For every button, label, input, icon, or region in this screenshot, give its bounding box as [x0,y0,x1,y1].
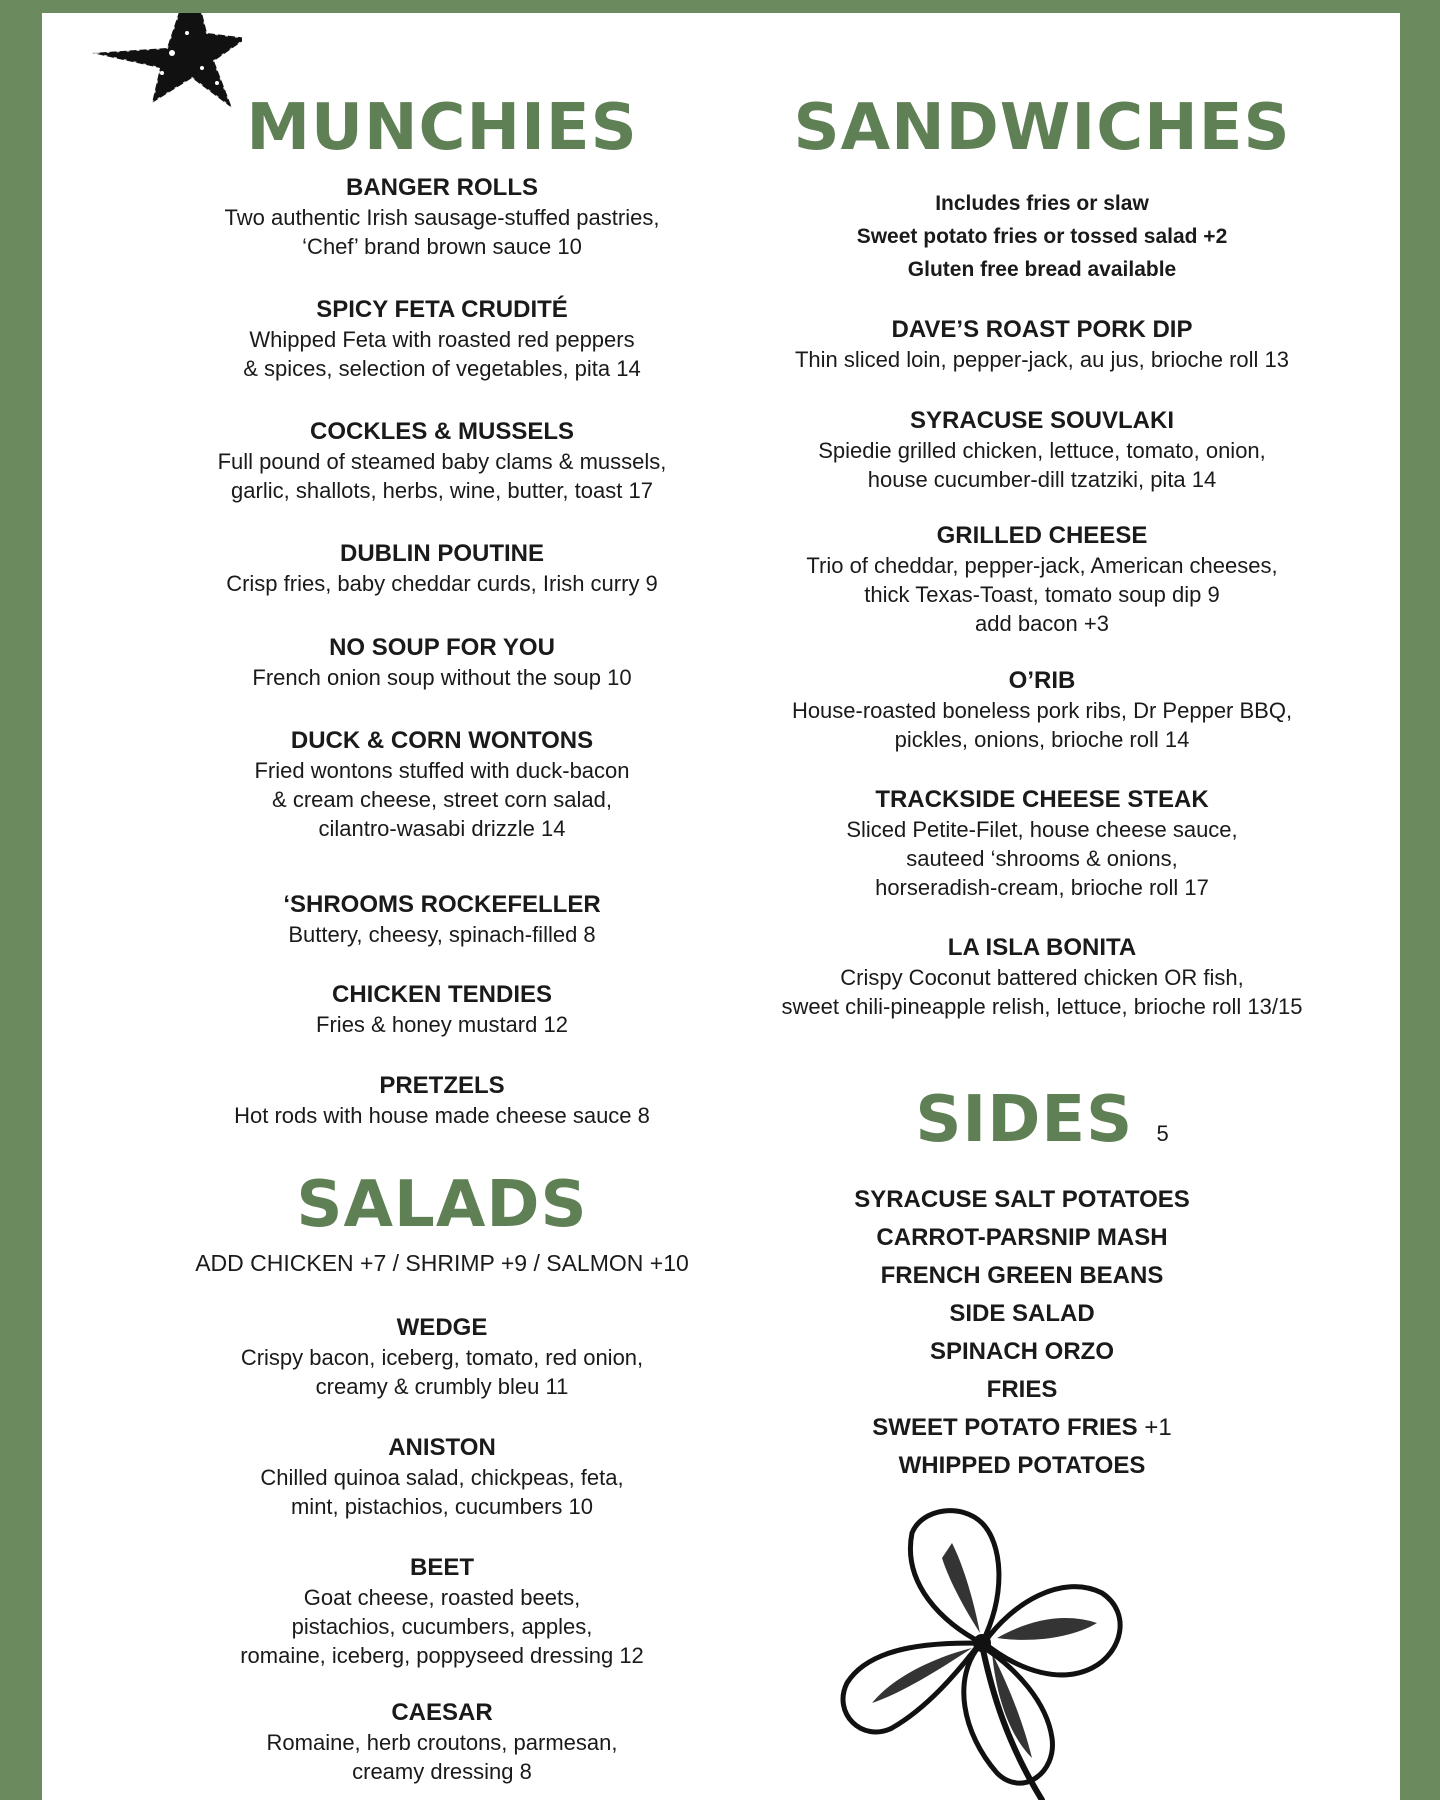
side-item [672,1219,1372,1257]
side-name: SPINACH ORZO [929,1338,1114,1365]
item-name: DUBLIN POUTINE [340,540,544,567]
side-item [672,1181,1372,1219]
salad-addons: ADD CHICKEN +7 / SHRIMP +9 / SALMON +10 [195,1250,689,1276]
munchies-title: MUNCHIES [246,91,638,165]
item-desc: Goat cheese, roasted beets, [303,1585,581,1610]
sides-list [672,1181,1372,1485]
side-name: WHIPPED POTATOES [898,1452,1146,1479]
item-desc: pickles, onions, brioche roll 14 [894,727,1190,752]
salads-title: SALADS [296,1168,588,1242]
item-desc: Fried wontons stuffed with duck-bacon [254,758,630,783]
shamrock-icon [832,1503,1172,1800]
item-desc: Sliced Petite-Filet, house cheese sauce, [846,817,1238,842]
sandwich-notes [692,187,1392,286]
item-desc: House-roasted boneless pork ribs, Dr Pepper BBQ, [791,698,1293,723]
side-item [672,1295,1372,1333]
item-desc: Spiedie grilled chicken, lettuce, tomato, onion, [818,438,1266,463]
item-desc: & cream cheese, street corn salad, [272,787,612,812]
item-name: LA ISLA BONITA [947,934,1137,961]
item-name: CHICKEN TENDIES [331,981,553,1008]
item-name: COCKLES & MUSSELS [309,418,575,445]
sides-price: 5 [1156,1121,1169,1146]
item-name: BANGER ROLLS [346,174,538,201]
menu-item [692,785,1392,902]
side-name: SWEET POTATO FRIES [872,1414,1138,1441]
side-item [672,1447,1372,1485]
side-name: SYRACUSE SALT POTATOES [854,1186,1190,1213]
menu-item [142,1433,742,1521]
side-name: SIDE SALAD [949,1300,1095,1327]
menu-item [142,980,742,1039]
side-item [672,1409,1372,1447]
item-desc: add bacon +3 [975,611,1109,636]
menu-item [142,726,742,843]
item-desc: thick Texas-Toast, tomato soup dip 9 [864,582,1220,607]
item-desc: Two authentic Irish sausage-stuffed pastries, [224,205,660,230]
side-name: FRENCH GREEN BEANS [880,1262,1164,1289]
side-item [672,1333,1372,1371]
item-desc: Crispy Coconut battered chicken OR fish, [840,965,1244,990]
side-item [672,1257,1372,1295]
item-name: DAVE’S ROAST PORK DIP [891,316,1193,343]
item-desc: sweet chili-pineapple relish, lettuce, brioche roll 13/15 [781,994,1303,1019]
menu-item [692,933,1392,1021]
item-desc: horseradish-cream, brioche roll 17 [875,875,1209,900]
item-desc: sauteed ‘shrooms & onions, [906,846,1178,871]
item-desc: ‘Chef’ brand brown sauce 10 [302,234,582,259]
menu-item [142,633,742,692]
menu-item [142,1698,742,1786]
sandwiches-title: SANDWICHES [793,91,1291,165]
item-name: SYRACUSE SOUVLAKI [909,407,1175,434]
note-line: Includes fries or slaw [935,192,1149,215]
item-desc: house cucumber-dill tzatziki, pita 14 [867,467,1217,492]
item-name: O’RIB [1008,667,1076,694]
item-name: ‘SHROOMS ROCKEFELLER [283,891,601,918]
side-item [672,1371,1372,1409]
item-name: TRACKSIDE CHEESE STEAK [875,786,1209,813]
item-name: CAESAR [391,1699,493,1726]
item-desc: Hot rods with house made cheese sauce 8 [234,1103,650,1128]
item-desc: Chilled quinoa salad, chickpeas, feta, [260,1465,624,1490]
menu-page [42,13,1400,1800]
menu-item [142,1313,742,1401]
item-name: ANISTON [388,1434,496,1461]
item-desc: creamy & crumbly bleu 11 [315,1374,569,1399]
item-desc: mint, pistachios, cucumbers 10 [290,1494,594,1519]
menu-item [142,295,742,383]
item-name: GRILLED CHEESE [936,522,1148,549]
note-line: Gluten free bread available [907,258,1177,281]
item-desc: French onion soup without the soup 10 [252,665,632,690]
item-desc: Crispy bacon, iceberg, tomato, red onion, [240,1345,644,1370]
item-desc: garlic, shallots, herbs, wine, butter, toast 17 [231,478,653,503]
menu-item [692,315,1392,374]
item-desc: Whipped Feta with roasted red peppers [249,327,635,352]
note-line: Sweet potato fries or tossed salad +2 [856,225,1228,248]
item-desc: Crisp fries, baby cheddar curds, Irish curry 9 [226,571,658,596]
menu-item [142,890,742,949]
menu-item [142,417,742,505]
menu-item [692,521,1392,638]
menu-item [142,173,742,261]
menu-item [142,539,742,598]
item-name: NO SOUP FOR YOU [329,634,555,661]
item-desc: Fries & honey mustard 12 [316,1012,568,1037]
item-name: SPICY FETA CRUDITÉ [316,296,568,323]
menu-item [692,406,1392,494]
item-desc: Trio of cheddar, pepper-jack, American cheeses, [806,553,1278,578]
side-name: FRIES [986,1376,1058,1403]
item-desc: Full pound of steamed baby clams & mussels, [217,449,667,474]
sides-title-text: SIDES [915,1083,1134,1157]
side-name: CARROT-PARSNIP MASH [876,1224,1168,1251]
side-extra-price: +1 [1144,1414,1172,1441]
item-desc: romaine, iceberg, poppyseed dressing 12 [240,1643,644,1668]
item-desc: pistachios, cucumbers, apples, [291,1614,593,1639]
item-name: BEET [409,1554,474,1581]
item-desc: Buttery, cheesy, spinach-filled 8 [288,922,596,947]
menu-item [142,1071,742,1130]
item-desc: cilantro-wasabi drizzle 14 [318,816,566,841]
sides-title [692,1083,1392,1157]
item-desc: Thin sliced loin, pepper-jack, au jus, brioche roll 13 [794,347,1290,372]
item-name: PRETZELS [379,1072,505,1099]
item-desc: Romaine, herb croutons, parmesan, [266,1730,618,1755]
item-name: DUCK & CORN WONTONS [290,727,594,754]
menu-item [692,666,1392,754]
item-name: WEDGE [396,1314,488,1341]
item-desc: creamy dressing 8 [352,1759,532,1784]
item-desc: & spices, selection of vegetables, pita 14 [243,356,641,381]
menu-item [142,1553,742,1670]
